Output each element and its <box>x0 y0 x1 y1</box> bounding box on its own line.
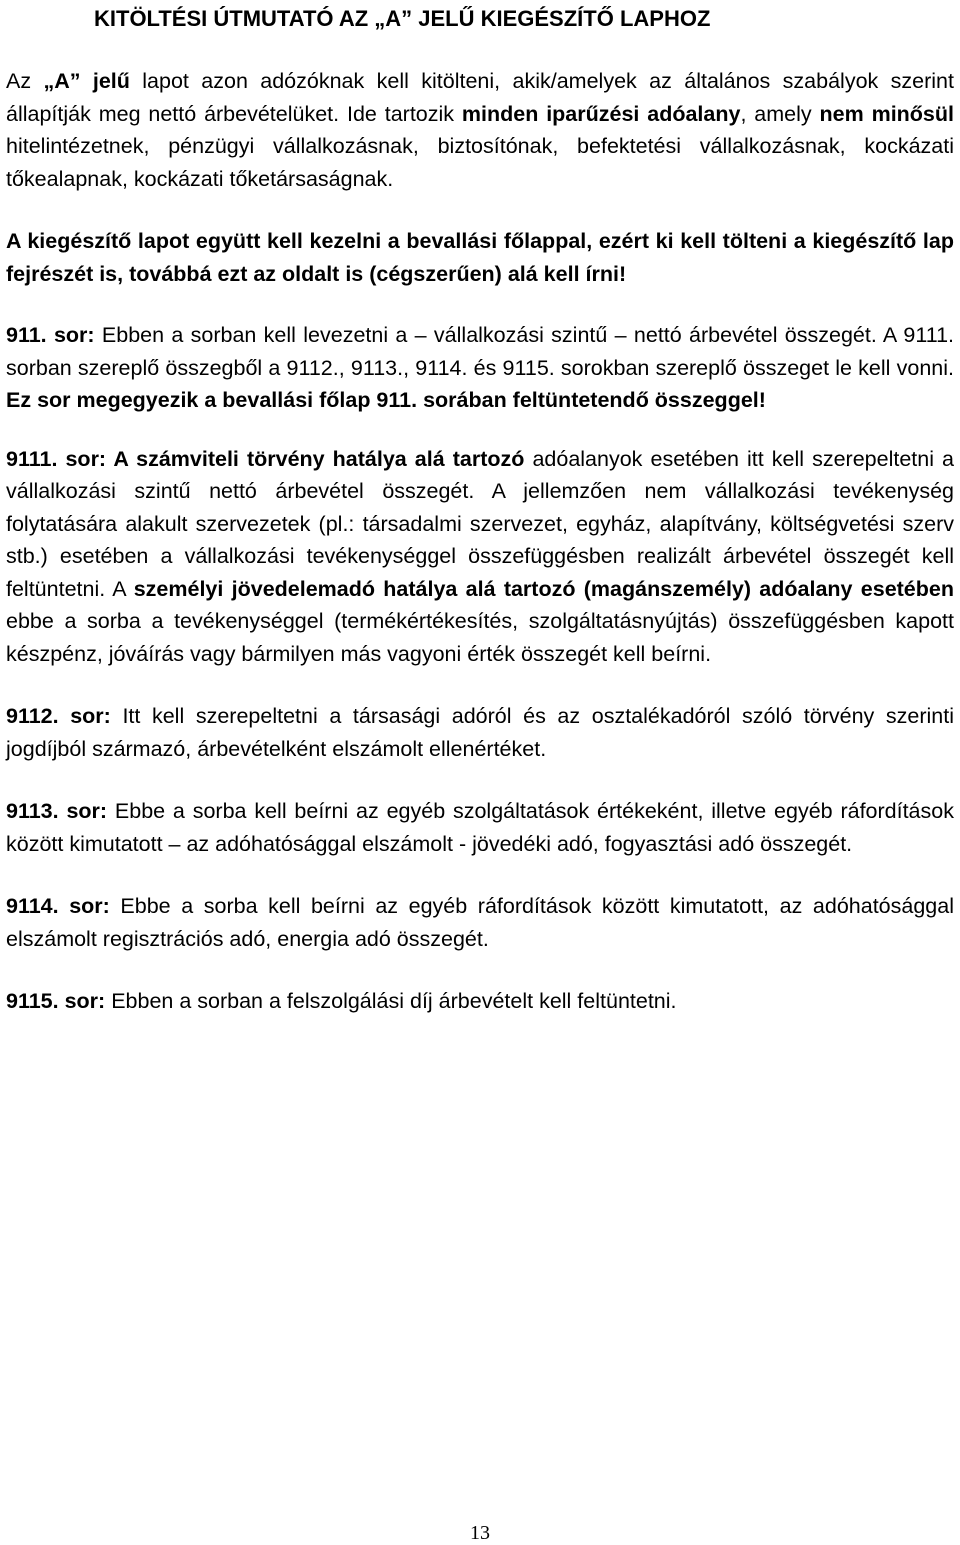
row-9111-paragraph <box>6 443 954 671</box>
row-9112-paragraph <box>6 700 954 765</box>
row-9115-text: Ebben a sorban a felszolgálási díj árbevételt kell feltüntetni. <box>105 989 677 1013</box>
row-9113-text: Ebbe a sorba kell beírni az egyéb szolgáltatások értékeként, illetve egyéb ráfordítások között kimutatott – az adóhatósággal elszámolt - jövedéki adó, fogyasztási adó összegét. <box>6 799 954 856</box>
intro-bold-sheet-a: „A” jelű <box>43 69 130 93</box>
row-9113-paragraph <box>6 795 954 860</box>
intro-bold-taxpayer: minden iparűzési adóalany <box>461 101 741 126</box>
row-9111-bold-personal: személyi jövedelemadó hatálya alá tartozó (magánszemély) adóalany esetében <box>133 576 954 601</box>
row-911-label: 911. sor: <box>6 323 95 347</box>
row-911-bold-note: Ez sor megegyezik a bevallási főlap 911. sorában feltüntetendő összeggel! <box>6 388 766 412</box>
row-9115-paragraph <box>6 985 954 1018</box>
row-9115-label: 9115. sor: <box>6 989 106 1013</box>
row-9114-paragraph <box>6 890 954 955</box>
document-title: KITÖLTÉSI ÚTMUTATÓ AZ „A” JELŰ KIEGÉSZÍTŐ LAPHOZ <box>94 6 711 31</box>
intro-text-3: , amely <box>740 101 820 126</box>
row-9114-text: Ebbe a sorba kell beírni az egyéb ráfordítások között kimutatott, az adóhatósággal elszámolt regisztrációs adó, energia adó összegét. <box>6 894 954 951</box>
row-9113-label: 9113. sor: <box>6 799 108 823</box>
intro-text-4: hitelintézetnek, pénzügyi vállalkozásnak, biztosítónak, befektetési vállalkozásnak, kockázati tőkealapnak, kockázati tőketársaságnak. <box>6 134 954 191</box>
signature-warning-paragraph: A kiegészítő lapot együtt kell kezelni a bevallási főlappal, ezért ki kell tölteni a kiegészítő lap fejrészét is, továbbá ezt az oldalt is (cégszerűen) alá kell írni! <box>6 229 954 286</box>
intro-text-2: lapot azon adózóknak kell kitölteni, akik/amelyek az általános szabályok szerint állapítják meg nettó árbevételüket. Ide tartozik <box>6 69 954 126</box>
row-911-paragraph <box>6 319 954 417</box>
intro-bold-not-qualify: nem minősül <box>819 101 955 126</box>
row-911-text: Ebben a sorban kell levezetni a – vállalkozási szintű – nettó árbevétel összegét. A 9111. sorban szereplő összegből a 9112., 9113., 9114. és 9115. sorokban szereplő összeget le kell vonni. <box>6 323 954 380</box>
row-9112-label: 9112. sor: <box>6 704 111 728</box>
row-9111-text-1: adóalanyok esetében itt kell szerepeltetni a vállalkozási szintű nettó árbevétel összegét. A jellemzően nem vállalkozási tevékenység folytatására alakult szervezetek (pl.: társadalmi szervezet, egyház, alapítvány, költségvetési szerv stb.) esetében a vállalkozási tevékenységgel összefüggésben realizált árbevétel összegét kell feltüntetni. A <box>6 446 954 601</box>
row-9111-text-2: ebbe a sorba a tevékenységgel (termékértékesítés, szolgáltatásnyújtás) összefüggésben kapott készpénz, jóváírás vagy bármilyen más vagyoni érték összegét kell beírni. <box>6 609 954 666</box>
page-number: 13 <box>470 1522 490 1544</box>
row-9111-label: 9111. sor: A számviteli törvény hatálya alá tartozó <box>6 446 525 471</box>
row-9114-label: 9114. sor: <box>6 894 110 918</box>
row-9112-text: Itt kell szerepeltetni a társasági adóról és az osztalékadóról szóló törvény szerinti jogdíjból származó, árbevételként elszámolt ellenértéket. <box>6 704 954 761</box>
intro-paragraph <box>6 65 954 195</box>
intro-text-1: Az <box>6 69 44 93</box>
document-page <box>6 0 954 1018</box>
